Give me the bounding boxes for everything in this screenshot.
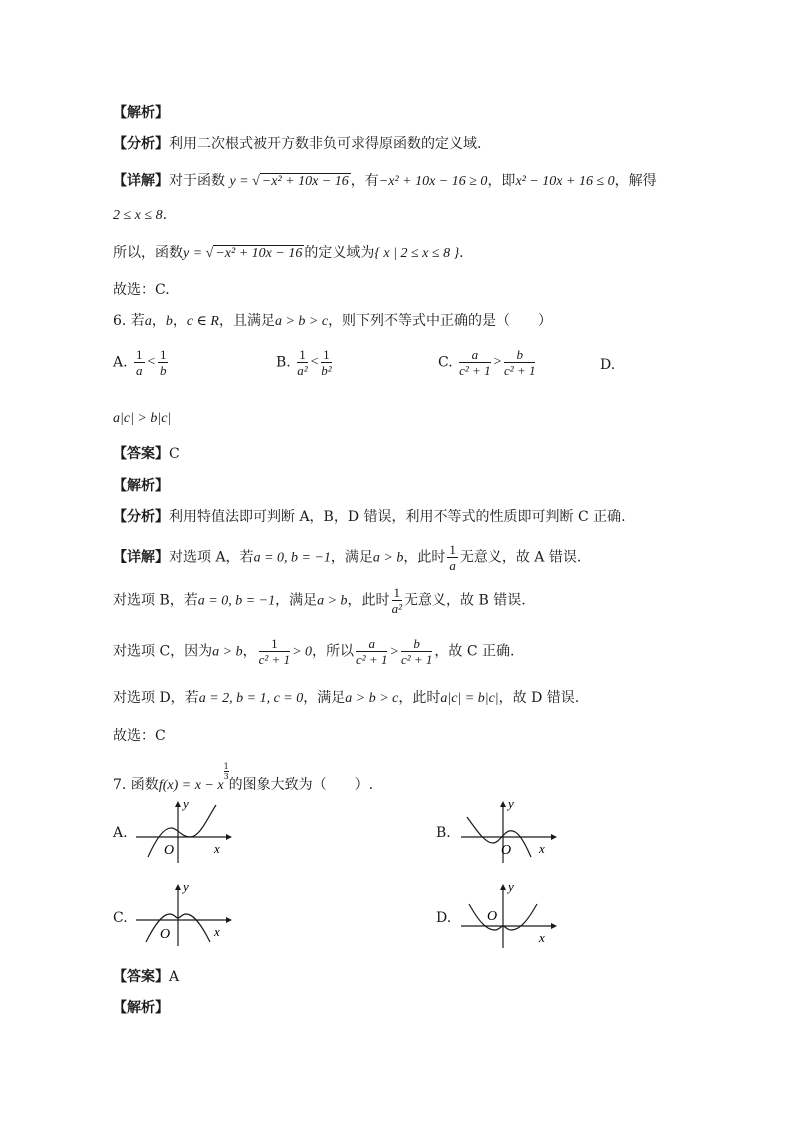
frac-den: a² [391,601,402,616]
s5-radicand: −x² + 10x − 16 [261,174,349,189]
frac-num: b [401,636,432,652]
s5-suoyi-pre: 所以，函数 [113,245,183,261]
frac-num: a [356,636,387,652]
q7-exp-num: 1 [223,762,229,771]
q7-stem-a: 7. 函数 [113,777,159,793]
q7-option-c-label: C. [113,910,128,926]
q6-option-a-label: A. [113,354,128,371]
q6-fenxi-text: 利用特值法即可判断 A，B，D 错误，利用不等式的性质即可判断 C 正确. [169,509,626,525]
q6-chain: a > b > c [274,314,329,329]
frac-den: c² + 1 [258,652,291,667]
q6-stem [113,311,552,332]
s5-sqrt: √ −x² + 10x − 16 [252,174,349,189]
q6-answer: C [169,446,180,462]
s5-jiexi-heading: 【解析】 [113,105,169,121]
y-label: y [508,796,514,811]
frac-num: b [504,347,535,363]
q6-optC-pre: 对选项 C，因为 [113,643,213,660]
y-label: y [508,880,514,894]
q6-optA-pre: 对选项 A，若 [169,549,254,566]
q6-optC-frac0 [259,636,290,667]
s5-func-lhs: y = [229,174,253,189]
q6-optC-end: ，故 C 正确. [434,643,515,660]
q7-graph-d [455,880,565,950]
q6-option-d-label: D. [600,357,616,373]
q6-fenxi-tag: 【分析】 [113,509,169,525]
q6-a-frac2 [158,347,169,378]
q6-c-frac1 [459,347,490,378]
x-label: x [214,924,220,939]
q7-func: f(x) = x − x [158,778,224,793]
q6-var-b: b [165,314,173,329]
y-label: y [183,880,189,894]
q6-optD-pre: 对选项 D，若 [113,690,199,706]
s5-range: 2 ≤ x ≤ 8 [113,208,163,223]
s5-mid2: ，即 [487,173,516,189]
frac-num: a [459,347,490,363]
origin-label: O [164,843,175,858]
s5-fenxi-line [113,134,481,154]
q6-optB-cond: a > b [317,593,348,609]
frac-den: c² + 1 [459,363,491,378]
q6-optC-frac2 [401,636,432,667]
s5-suoyi-line [113,243,464,264]
q7-option-a-label: A. [113,825,128,841]
q7-answer-tag: 【答案】 [113,969,169,985]
y-arrow-icon [175,801,181,807]
s5-suoyi-func: y = [183,246,206,261]
q6-var-a: a [144,314,152,329]
q6-optA-cond: a > b [372,550,404,566]
x-label: x [539,930,545,945]
q6-option-b-label: B. [276,354,291,371]
s5-domain-set: { x | 2 ≤ x ≤ 8 } [374,246,460,261]
q6-stem-a: 6. 若 [113,313,145,329]
q6-sep2: ， [172,313,187,329]
s5-guxuan: 故选：C. [113,282,170,298]
q6-optD-end: ，故 D 错误. [498,690,580,706]
s5-suoyi-radicand: −x² + 10x − 16 [215,246,303,261]
q7-graph-b [455,795,565,865]
q6-option-c-label: C. [438,354,453,371]
origin-label: O [487,909,498,924]
q7-stem [113,762,373,796]
q6-optB-pre: 对选项 B，若 [113,592,198,609]
q6-option-a [113,347,170,378]
q6-optD-cond: a > b > c [345,691,399,706]
frac-den: a² [297,363,308,378]
q7-option-d-label: D. [436,910,452,926]
q6-xiangjie-tag: 【详解】 [113,549,169,566]
q6-optA-vals: a = 0, b = −1 [253,550,331,566]
q6-optA-mid: ，满足 [330,549,373,566]
y-label: y [183,796,189,811]
q6-optB-mid: ，满足 [275,592,318,609]
q6-stem-b: ，且满足 [218,313,275,329]
q6-fenxi-line [113,507,626,527]
q6-optC-sep: ， [242,643,257,660]
q7-graph-a [130,795,240,865]
s5-range-end: . [162,207,168,223]
curve [148,805,216,857]
x-arrow-icon [551,923,557,929]
x-label: x [539,841,545,856]
q6-b-frac2 [321,347,332,378]
q7-jiexi-heading: 【解析】 [113,1000,169,1016]
frac-den: c² + 1 [400,652,433,667]
x-label: x [214,841,220,856]
q7-stem-b: 的图象大致为（ ）. [228,777,374,793]
q6-sep1: ， [151,313,166,329]
q7-option-b-label: B. [436,825,451,841]
q6-optD-eq: a|c| = b|c| [440,691,499,706]
q6-optC-frac1 [356,636,387,667]
q6-optA-mid2: ，此时 [403,549,446,566]
q6-c-gt: > [492,354,503,370]
q6-answer-tag: 【答案】 [113,446,169,462]
q6-option-c [438,347,537,378]
q6-optA-line [113,542,581,573]
q6-optA-frac [447,542,458,573]
q6-optB-line [113,585,526,616]
frac-den: b [159,363,167,378]
q6-stem-c: ，则下列不等式中正确的是（ ） [328,313,553,329]
s5-xiangjie-tag: 【详解】 [113,173,169,189]
s5-xiangjie-line [113,171,657,192]
frac-num: 1 [393,585,401,600]
q6-c-frac2 [504,347,535,378]
q6-optC-mid: ，所以 [312,643,355,660]
origin-label: O [501,843,512,858]
frac-den: c² + 1 [504,363,536,378]
q6-guxuan: 故选：C [113,728,166,744]
q6-optB-frac [392,585,403,616]
frac-num: 1 [299,347,306,362]
s5-ineq2: x² − 10x + 16 ≤ 0 [515,174,615,189]
s5-ineq1: −x² + 10x − 16 ≥ 0 [378,174,488,189]
frac-num: 1 [449,542,456,557]
frac-den: a [136,363,143,378]
q6-optC-gt: > [389,644,399,660]
q6-optC-cond: a > b [212,644,243,660]
frac-num: 1 [136,347,143,362]
q7-answer: A [169,969,180,985]
y-arrow-icon [500,801,506,807]
q7-answer-line [113,967,179,987]
s5-end: ，解得 [614,173,657,189]
s5-suoyi-sqrt: √ −x² + 10x − 16 [205,246,303,261]
q6-optD-mid2: ，此时 [398,690,441,706]
s5-fenxi-text: 利用二次根式被开方数非负可求得原函数的定义域. [169,136,482,152]
frac-num: 1 [259,636,290,652]
q6-optB-mid2: ，此时 [347,592,390,609]
s5-mid1: ，有 [350,173,379,189]
q6-optD-vals: a = 2, b = 1, c = 0 [198,691,304,706]
q6-optD-line [113,688,579,709]
frac-num: 1 [323,347,330,362]
q6-a-lt: < [146,354,156,370]
q7-graph-c [130,880,240,950]
q6-a-frac1 [134,347,145,378]
frac-den: b² [321,363,332,378]
frac-den: a [449,558,456,573]
s5-suoyi-end: . [459,245,464,261]
s5-range-line [113,205,167,226]
q6-cR: c ∈ R [186,314,219,329]
q6-option-b [276,347,334,378]
q6-option-d-expr: a|c| > b|c| [113,411,172,426]
x-arrow-icon [226,917,232,923]
q6-optB-end: 无意义，故 B 错误. [404,592,526,609]
q6-jiexi-heading: 【解析】 [113,478,169,494]
y-arrow-icon [175,884,181,890]
q6-answer-line [113,444,180,464]
q7-exp-den: 3 [223,772,229,781]
q6-optA-end: 无意义，故 A 错误. [459,549,582,566]
origin-label: O [160,927,171,942]
q6-optC-gt0: > 0 [292,644,313,660]
s5-suoyi-mid: 的定义域为 [304,245,375,261]
x-arrow-icon [226,834,232,840]
frac-num: 1 [159,347,167,362]
q6-b-lt: < [309,354,320,370]
q6-optB-vals: a = 0, b = −1 [197,593,276,609]
s5-fenxi-tag: 【分析】 [113,136,169,152]
y-arrow-icon [500,884,506,890]
x-arrow-icon [551,834,557,840]
s5-xiangjie-pre: 对于函数 [169,173,225,189]
q6-optC-line [113,636,514,667]
frac-den: c² + 1 [356,652,388,667]
q6-optD-mid: ，满足 [303,690,346,706]
q6-b-frac1 [297,347,308,378]
